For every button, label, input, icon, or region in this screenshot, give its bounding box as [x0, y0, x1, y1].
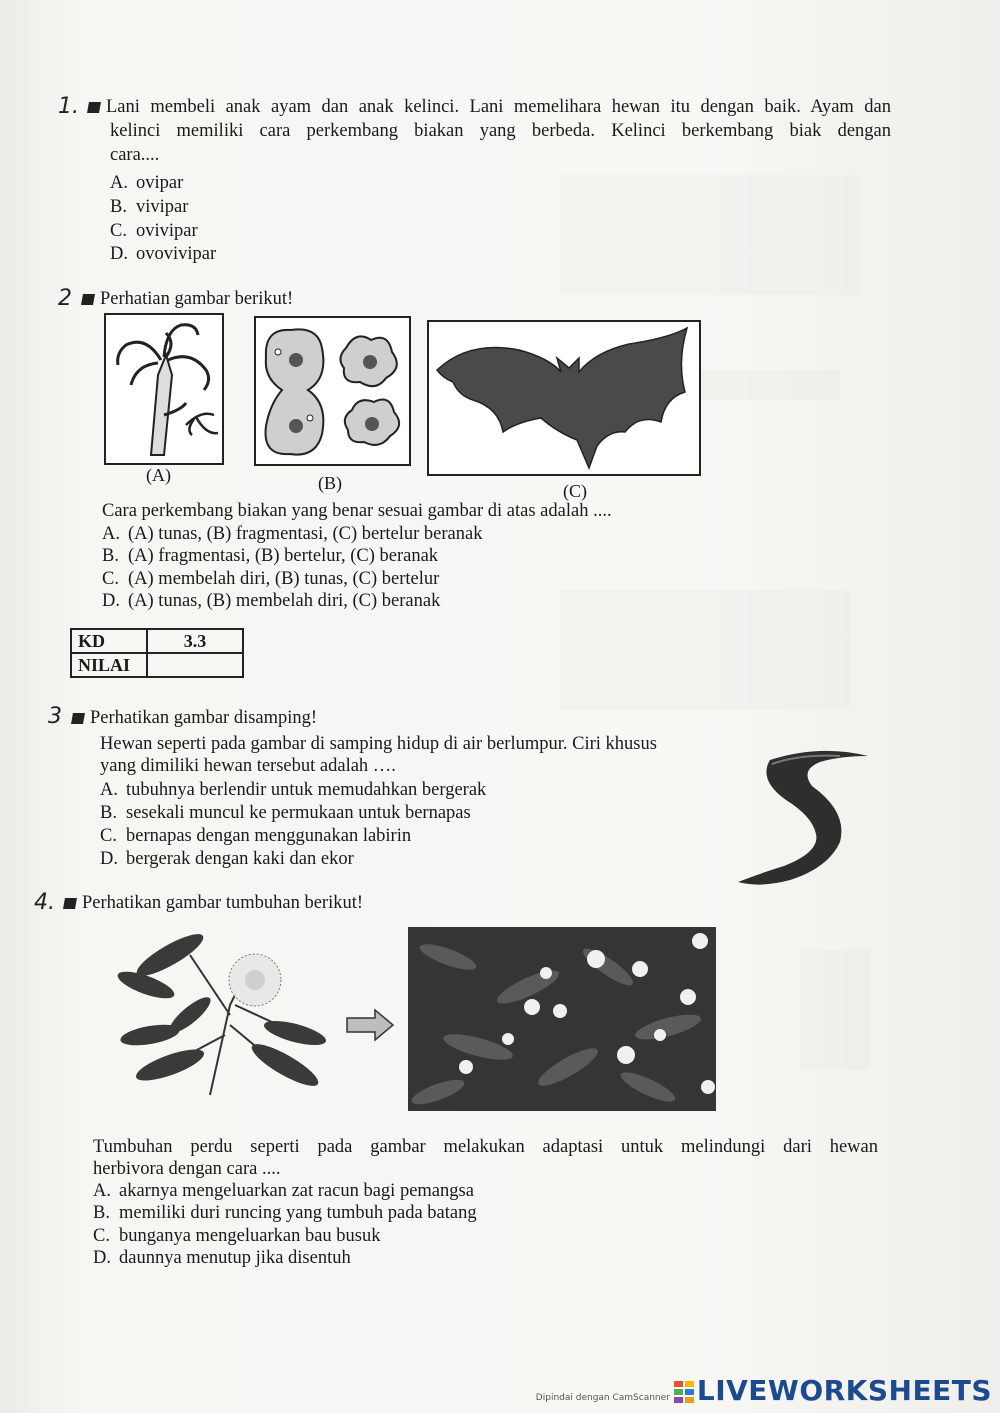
question-2-text: Cara perkembang biakan yang benar sesuai gambar di atas adalah .... — [102, 501, 612, 521]
question-number: 3 — [48, 704, 62, 729]
table-row — [71, 653, 243, 677]
mimosa-field-photo — [408, 927, 716, 1111]
arrow-right-icon — [345, 1008, 395, 1042]
option-b[interactable]: B. memiliki duri runcing yang tumbuh pada batang — [93, 1203, 477, 1223]
question-1-text-line: cara.... — [110, 145, 160, 165]
scribble-mark — [81, 294, 95, 305]
brand-name: LIVEWORKSHEETS — [696, 1374, 992, 1407]
question-3-prompt: Perhatikan gambar disamping! — [72, 707, 317, 729]
option-d[interactable]: D. bergerak dengan kaki dan ekor — [100, 849, 354, 869]
scribble-mark — [87, 102, 101, 113]
option-a[interactable]: A. (A) tunas, (B) fragmentasi, (C) bertelur beranak — [102, 524, 483, 544]
scan-note: Dipindai dengan CamScanner — [535, 1393, 670, 1403]
amoeba-icon — [256, 318, 409, 464]
scribble-mark — [63, 898, 77, 909]
question-number: 4. — [34, 890, 55, 915]
bleed-through-mark — [560, 175, 860, 295]
option-b[interactable]: B. (A) fragmentasi, (B) bertelur, (C) beranak — [102, 546, 439, 566]
scribble-mark — [71, 713, 85, 724]
option-d[interactable]: D. ovovivipar — [110, 244, 217, 264]
question-3-text-line: yang dimiliki hewan tersebut adalah …. — [100, 756, 396, 776]
question-number: 1. — [58, 94, 79, 119]
option-c[interactable]: C. bunganya mengeluarkan bau busuk — [93, 1226, 381, 1246]
nilai-value[interactable] — [147, 653, 243, 677]
question-number: 2 — [58, 286, 72, 311]
option-d[interactable]: D. daunnya menutup jika disentuh — [93, 1248, 351, 1268]
figure-amoeba — [254, 316, 411, 466]
figure-label-c: (C) — [563, 481, 587, 501]
table-row — [71, 629, 243, 653]
question-1-text-line: kelinci memiliki cara perkembang biakan yang berbeda. Kelinci berkembang biak dengan — [110, 121, 891, 141]
option-a[interactable]: A. ovipar — [110, 173, 184, 193]
option-b[interactable]: B. sesekali muncul ke permukaan untuk bernapas — [100, 803, 471, 823]
figure-label-b: (B) — [318, 473, 342, 493]
kd-label: KD — [71, 629, 147, 653]
eel-image — [730, 742, 880, 892]
bleed-through-mark — [560, 590, 850, 710]
option-b[interactable]: B. vivipar — [110, 197, 189, 217]
kd-score-table — [70, 628, 244, 678]
figure-bat — [427, 320, 701, 476]
question-2-prompt: Perhatian gambar berikut! — [82, 288, 293, 310]
question-3-text-line: Hewan seperti pada gambar di samping hidup di air berlumpur. Ciri khusus — [100, 734, 657, 754]
bat-icon — [429, 322, 699, 474]
figure-label-a: (A) — [146, 465, 171, 485]
question-4-text-line: herbivora dengan cara .... — [93, 1159, 281, 1179]
nilai-label: NILAI — [71, 653, 147, 677]
figure-hydra — [104, 313, 224, 465]
kd-value: 3.3 — [147, 629, 243, 653]
question-4-prompt: Perhatikan gambar tumbuhan berikut! — [64, 892, 363, 914]
option-c[interactable]: C. ovivipar — [110, 221, 198, 241]
liveworksheets-logo — [536, 1374, 992, 1407]
liveworksheets-logo-icon — [674, 1381, 694, 1403]
option-d[interactable]: D. (A) tunas, (B) membelah diri, (C) beranak — [102, 591, 441, 611]
question-4-text-line: Tumbuhan perdu seperti pada gambar melakukan adaptasi untuk melindungi dari hewan — [93, 1137, 878, 1157]
mimosa-field-photo-icon — [408, 927, 716, 1111]
option-c[interactable]: C. (A) membelah diri, (B) tunas, (C) bertelur — [102, 569, 440, 589]
question-1-text-line: Lani membeli anak ayam dan anak kelinci. Lani memelihara hewan itu dengan baik. Ayam dan — [88, 96, 891, 118]
option-a[interactable]: A. akarnya mengeluarkan zat racun bagi pemangsa — [93, 1181, 474, 1201]
option-a[interactable]: A. tubuhnya berlendir untuk memudahkan bergerak — [100, 780, 487, 800]
mimosa-sprig-image — [90, 925, 340, 1100]
hydra-icon — [106, 315, 222, 463]
option-c[interactable]: C. bernapas dengan menggunakan labirin — [100, 826, 412, 846]
bleed-through-mark — [800, 950, 870, 1070]
